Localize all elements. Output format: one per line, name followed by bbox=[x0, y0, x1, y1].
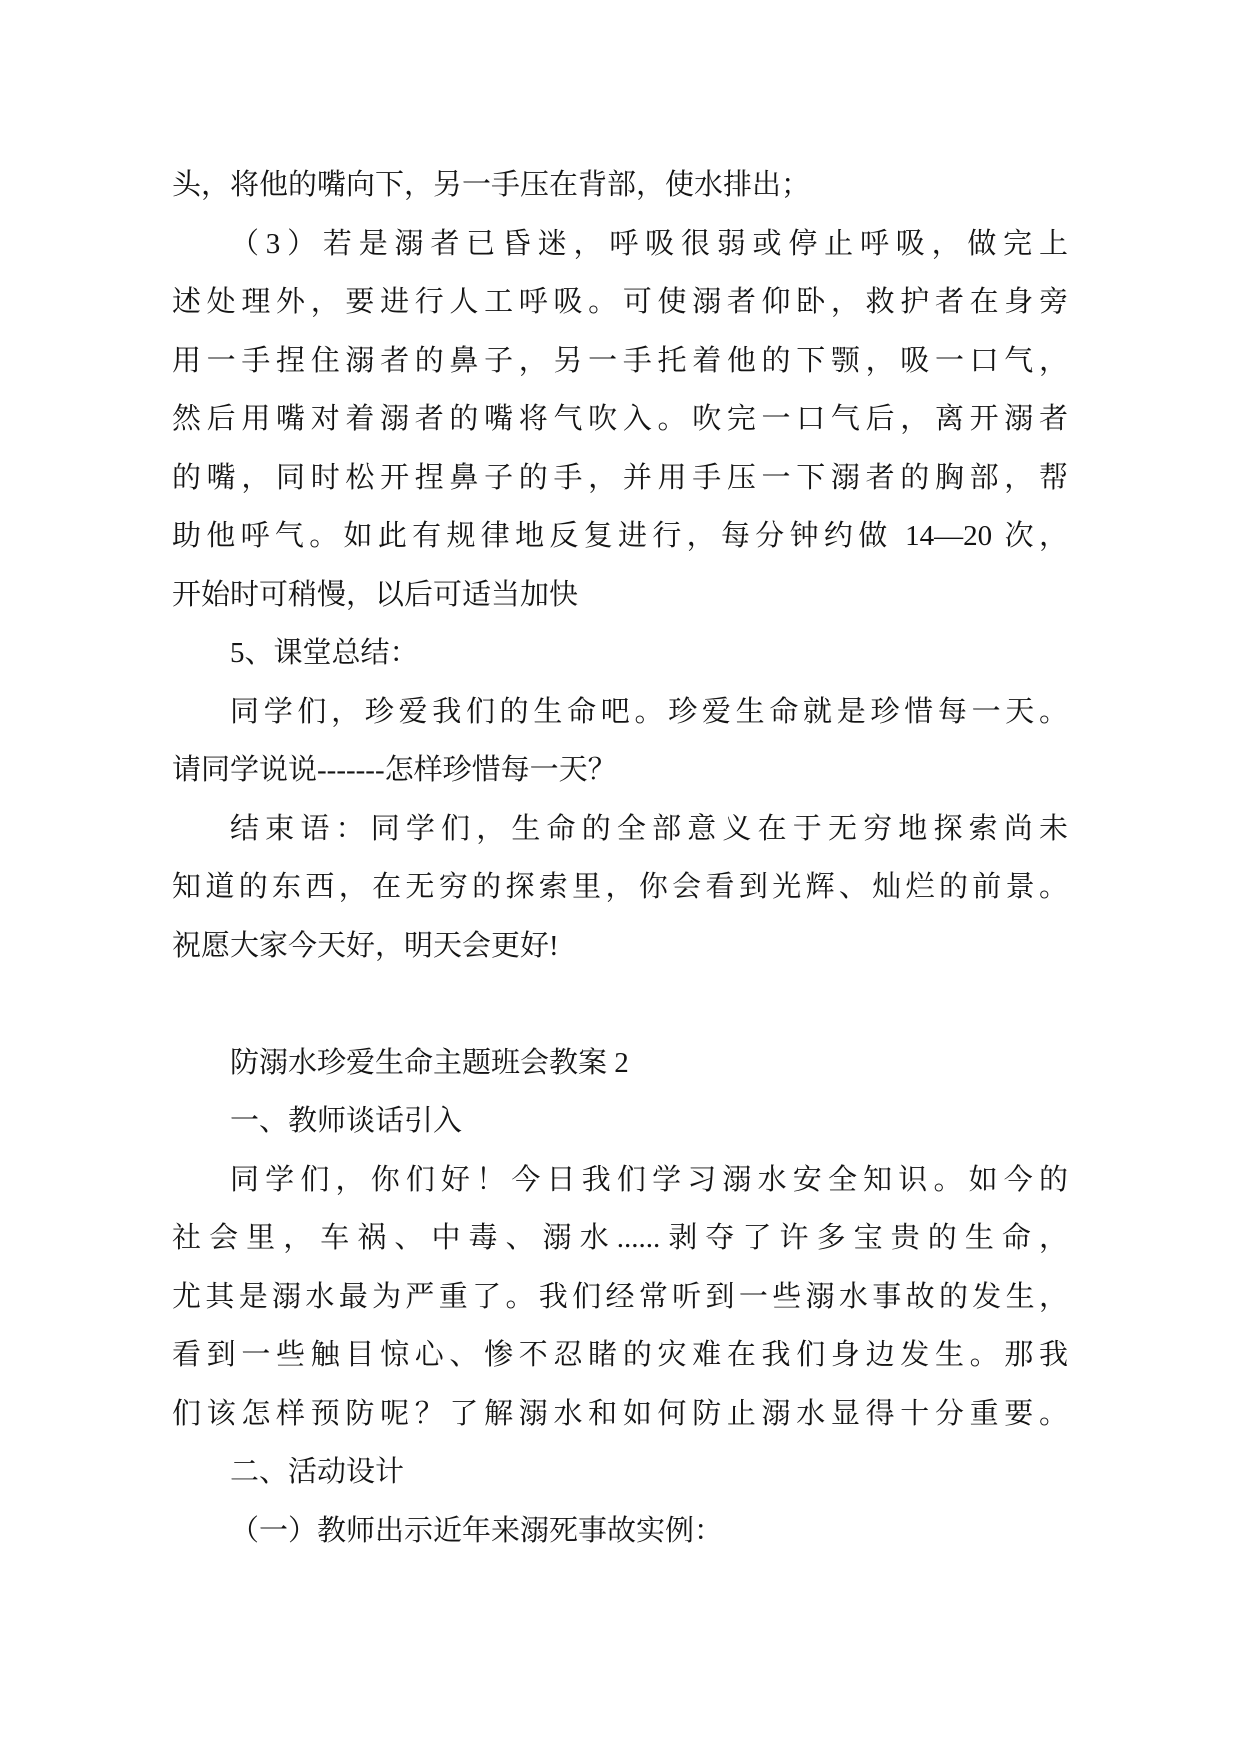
paragraph-rescue-step-3 bbox=[172, 215, 1068, 625]
paragraph-line: 同学们，珍爱我们的生命吧。珍爱生命就是珍惜每一天。 bbox=[230, 695, 1068, 728]
paragraph-line: 结束语：同学们，生命的全部意义在于无穷地探索尚未 bbox=[230, 812, 1068, 845]
document-body bbox=[172, 156, 1068, 1560]
section-heading-activity: 二、活动设计 bbox=[230, 1456, 405, 1488]
paragraph-continued bbox=[172, 156, 1068, 215]
paragraph-line: 开始时可稍慢，以后可适当加快 bbox=[172, 578, 579, 611]
paragraph-line: 尤其是溺水最为严重了。我们经常听到一些溺水事故的发生， bbox=[172, 1280, 1068, 1313]
paragraph-line: 请同学说说-------怎样珍惜每一天？ bbox=[172, 754, 617, 786]
paragraph-line: 的嘴，同时松开捏鼻子的手，并用手压一下溺者的胸部，帮 bbox=[172, 461, 1068, 494]
subheading-case-examples: （一）教师出示近年来溺死事故实例： bbox=[230, 1514, 724, 1547]
paragraph-line: 看到一些触目惊心、惨不忍睹的灾难在我们身边发生。那我 bbox=[172, 1339, 1068, 1371]
paragraph-line: 们该怎样预防呢？了解溺水和如何防止溺水显得十分重要。 bbox=[172, 1397, 1068, 1430]
paragraph-line: 头，将他的嘴向下，另一手压在背部，使水排出； bbox=[172, 169, 811, 201]
paragraph-line: 社会里，车祸、中毒、溺水......剥夺了许多宝贵的生命， bbox=[172, 1222, 1068, 1254]
paragraph-line: 助他呼气。如此有规律地反复进行，每分钟约做 14—20 次， bbox=[172, 520, 1068, 552]
blank-line bbox=[172, 975, 1068, 1034]
paragraph-closing-remarks bbox=[172, 800, 1068, 976]
paragraph-line: 然后用嘴对着溺者的嘴将气吹入。吹完一口气后，离开溺者 bbox=[172, 403, 1068, 435]
paragraph-line: 述处理外，要进行人工呼吸。可使溺者仰卧，救护者在身旁 bbox=[172, 286, 1068, 318]
paragraph-summary bbox=[172, 683, 1068, 800]
section-title: 防溺水珍爱生命主题班会教案 2 bbox=[230, 1046, 629, 1079]
subheading-line: 5、课堂总结： bbox=[230, 637, 419, 669]
subheading-class-summary bbox=[172, 624, 1068, 683]
paragraph-line: （3）若是溺者已昏迷，呼吸很弱或停止呼吸，做完上 bbox=[230, 227, 1068, 260]
paragraph-line: 用一手捏住溺者的鼻子，另一手托着他的下颚，吸一口气， bbox=[172, 344, 1068, 377]
paragraph-line: 同学们，你们好！今日我们学习溺水安全知识。如今的 bbox=[230, 1163, 1068, 1196]
paragraph-line: 祝愿大家今天好，明天会更好! bbox=[172, 929, 559, 962]
section-heading-intro: 一、教师谈话引入 bbox=[230, 1105, 463, 1137]
paragraph-line: 知道的东西，在无穷的探索里，你会看到光辉、灿烂的前景。 bbox=[172, 871, 1068, 903]
paragraph-intro bbox=[172, 1151, 1068, 1444]
